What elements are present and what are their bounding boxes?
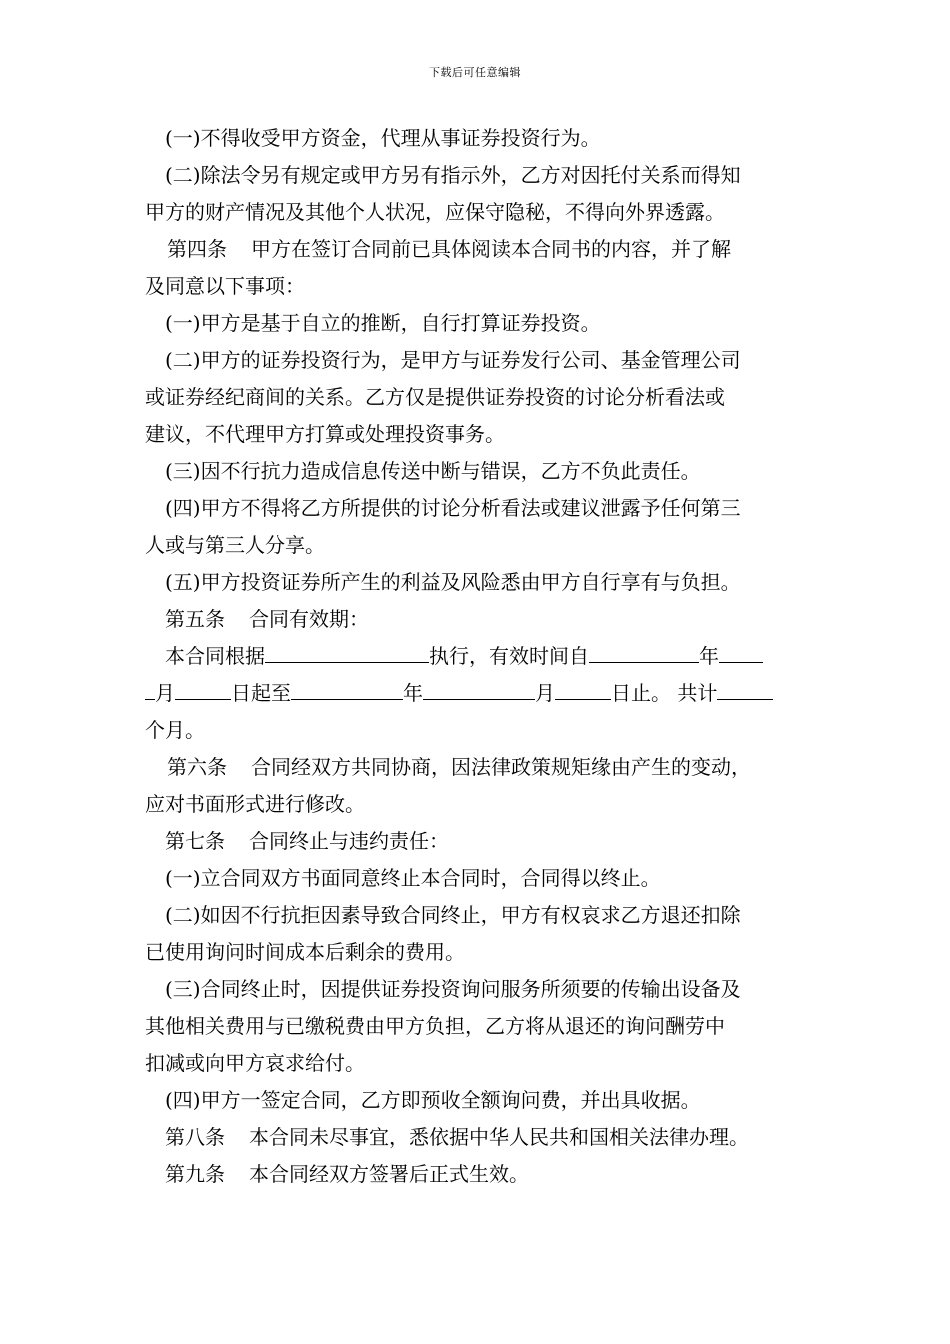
paragraph-line: (二)如因不行抗拒因素导致合同终止，甲方有权哀求乙方退还扣除 — [165, 903, 741, 927]
paragraph-line: 其他相关费用与已缴税费由甲方负担，乙方将从退还的询问酬劳中 — [145, 1014, 725, 1038]
paragraph-line: (二)除法令另有规定或甲方另有指示外，乙方对因托付关系而得知 — [165, 163, 741, 187]
article-7-line — [145, 823, 805, 860]
page-header: 下载后可任意编辑 — [429, 66, 521, 79]
article-text: 本合同经双方签署后正式生效。 — [249, 1162, 529, 1186]
paragraph-line: 应对书面形式进行修改。 — [145, 792, 365, 816]
blank-total-months-field[interactable] — [717, 677, 773, 700]
paragraph-line: (三)因不行抗力造成信息传送中断与错误，乙方不负此责任。 — [165, 459, 701, 483]
article-8-line — [145, 1119, 805, 1156]
article-text: 合同经双方共同协商，因法律政策规矩缘由产生的变动， — [251, 755, 751, 779]
article-9-line — [145, 1156, 805, 1193]
blank-start-month-field-b[interactable] — [145, 677, 155, 700]
blank-basis-field[interactable] — [265, 640, 429, 663]
validity-line-1: 本合同根据 执行，有效时间自 年 — [145, 638, 805, 675]
article-number: 第五条 — [165, 607, 225, 631]
paragraph-line: (四)甲方一签定合同，乙方即预收全额询问费，并出具收据。 — [165, 1088, 701, 1112]
paragraph-line: (五)甲方投资证券所产生的利益及风险悉由甲方自行享有与负担。 — [165, 570, 741, 594]
validity-line-2: 月 日起至 年 月 日止。 共计 — [145, 675, 805, 712]
blank-start-year-field[interactable] — [589, 640, 699, 663]
blank-end-day-field[interactable] — [555, 677, 611, 700]
paragraph-line: (二)甲方的证券投资行为，是甲方与证券发行公司、基金管理公司 — [165, 348, 741, 372]
article-text: 合同终止与违约责任： — [249, 829, 449, 853]
paragraph-line: 扣减或向甲方哀求给付。 — [145, 1051, 365, 1075]
paragraph-line: 个月。 — [145, 718, 205, 742]
blank-start-day-field[interactable] — [175, 677, 231, 700]
paragraph-line: 或证券经纪商间的关系。乙方仅是提供证券投资的讨论分析看法或 — [145, 385, 725, 409]
paragraph-line: (三)合同终止时，因提供证券投资询问服务所须要的传输出设备及 — [165, 977, 741, 1001]
article-number: 第七条 — [165, 829, 225, 853]
document-body — [145, 120, 805, 1193]
article-5-line — [145, 601, 805, 638]
paragraph-line: (四)甲方不得将乙方所提供的讨论分析看法或建议泄露予任何第三 — [165, 496, 741, 520]
article-text: 甲方在签订合同前已具体阅读本合同书的内容，并了解 — [251, 237, 731, 261]
paragraph-line: (一)立合同双方书面同意终止本合同时，合同得以终止。 — [165, 866, 661, 890]
paragraph-line: (一)不得收受甲方资金，代理从事证券投资行为。 — [165, 126, 601, 150]
article-text: 本合同未尽事宜，悉依据中华人民共和国相关法律办理。 — [249, 1125, 749, 1149]
paragraph-line: 建议，不代理甲方打算或处理投资事务。 — [145, 422, 505, 446]
blank-end-month-field[interactable] — [423, 677, 535, 700]
article-number: 第四条 — [167, 237, 227, 261]
paragraph-line: 甲方的财产情况及其他个人状况，应保守隐秘，不得向外界透露。 — [145, 200, 725, 224]
blank-end-year-field[interactable] — [291, 677, 403, 700]
article-number: 第六条 — [167, 755, 227, 779]
article-number: 第九条 — [165, 1162, 225, 1186]
article-text: 合同有效期： — [249, 607, 369, 631]
blank-start-month-field-a[interactable] — [719, 640, 763, 663]
article-4-line — [145, 231, 805, 268]
paragraph-line: 人或与第三人分享。 — [145, 533, 325, 557]
paragraph-line: (一)甲方是基于自立的推断，自行打算证券投资。 — [165, 311, 601, 335]
article-6-line — [145, 749, 805, 786]
article-number: 第八条 — [165, 1125, 225, 1149]
paragraph-line: 已使用询问时间成本后剩余的费用。 — [145, 940, 465, 964]
paragraph-line: 及同意以下事项： — [145, 274, 305, 298]
